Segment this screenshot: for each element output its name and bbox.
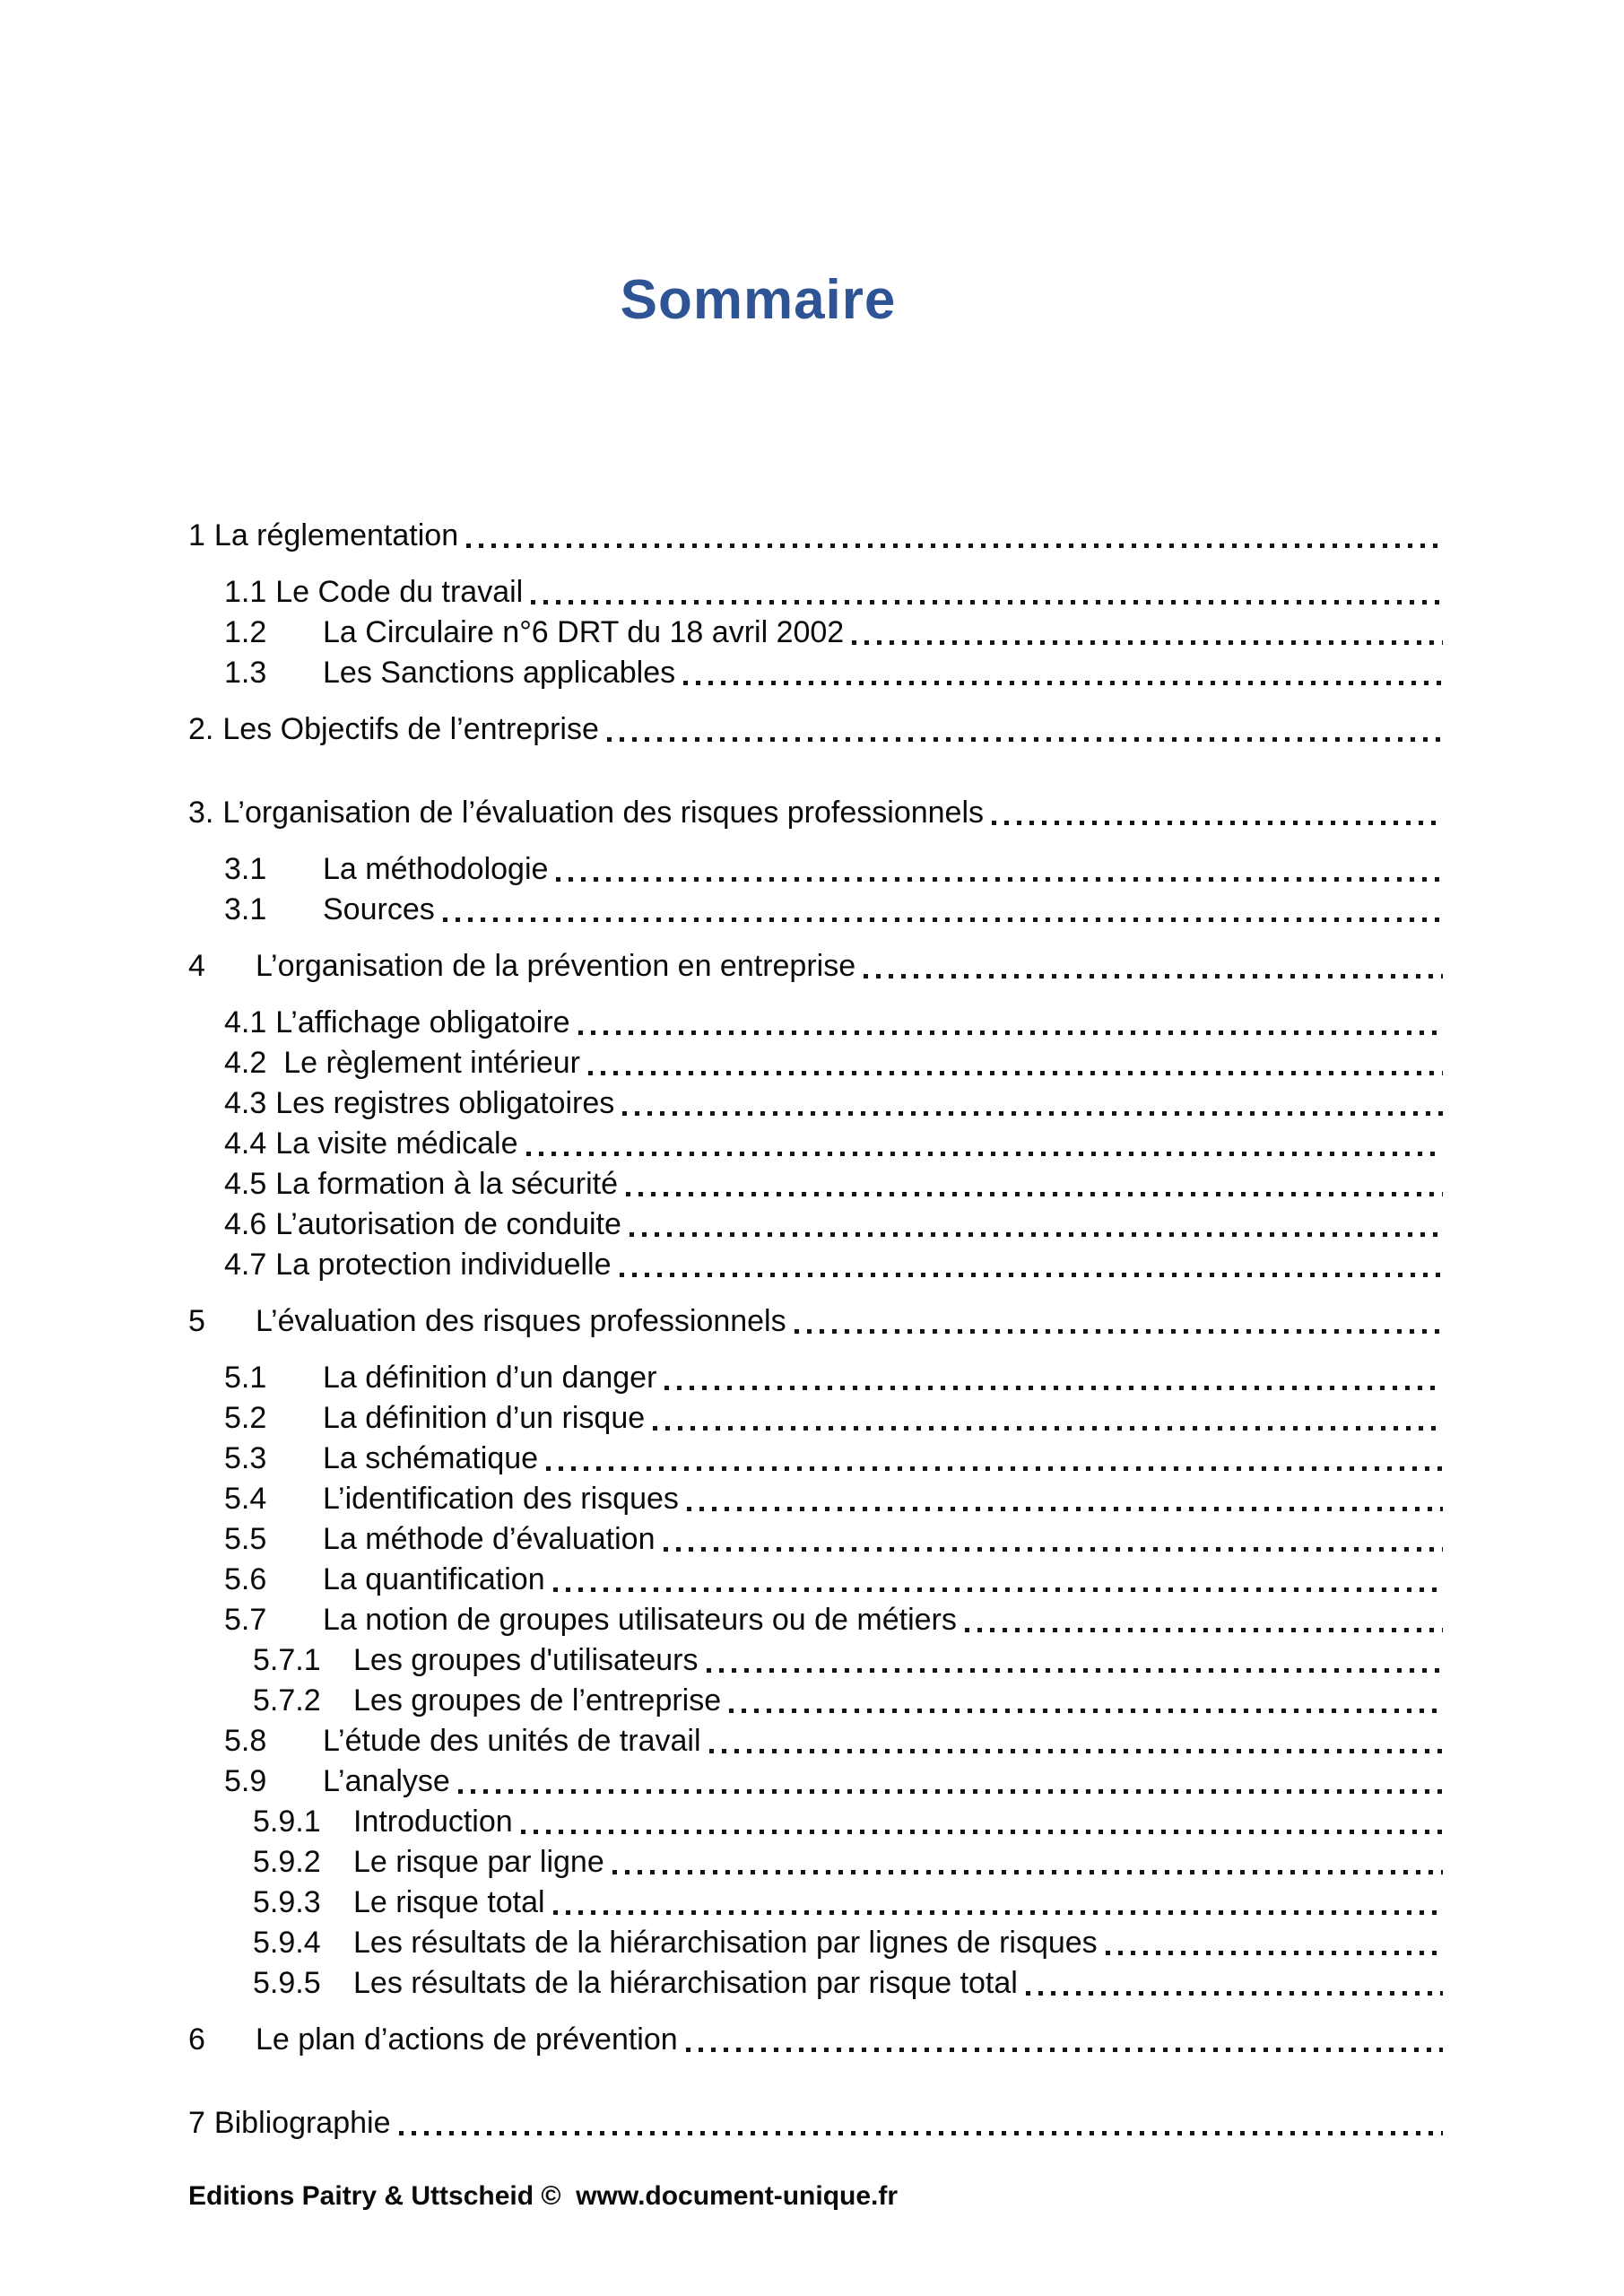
dot-leader xyxy=(729,1709,1443,1713)
toc-entry-label: Les résultats de la hiérarchisation par lignes de risques xyxy=(353,1926,1098,1960)
toc-entry xyxy=(224,1358,1445,1398)
toc-entry-number: 4.7 xyxy=(224,1248,267,1282)
toc-entry-label: La définition d’un danger xyxy=(323,1361,657,1395)
dot-leader xyxy=(664,1386,1443,1390)
dot-leader xyxy=(521,1830,1443,1834)
toc-entry xyxy=(188,793,1445,833)
toc-entry xyxy=(188,1301,1445,1342)
dot-leader xyxy=(526,1152,1443,1156)
toc-entry-number: 3.1 xyxy=(224,892,267,926)
toc-entry-number: 6 xyxy=(188,2022,205,2057)
toc-entry xyxy=(224,890,1445,930)
toc-entry-label: L’organisation de l’évaluation des risques professionnels xyxy=(222,796,985,830)
toc-entry xyxy=(253,1640,1445,1681)
dot-leader xyxy=(626,1192,1443,1196)
toc-entry-label: Les Sanctions applicables xyxy=(323,656,676,690)
toc-entry xyxy=(224,1560,1445,1600)
toc-entry-label: Sources xyxy=(323,892,435,926)
toc-entry xyxy=(188,709,1445,750)
dot-leader xyxy=(965,1628,1443,1632)
toc-entry xyxy=(224,1439,1445,1479)
toc-entry xyxy=(224,1164,1445,1205)
toc-entry xyxy=(224,1600,1445,1640)
toc-entry-number: 5.9.4 xyxy=(253,1926,321,1960)
toc-entry-label: La quantification xyxy=(323,1562,545,1596)
toc-entry-number: 4.2 xyxy=(224,1046,267,1080)
toc-entry xyxy=(224,1124,1445,1164)
toc-entry xyxy=(253,1963,1445,2004)
toc-entry-number: 5.9.3 xyxy=(253,1885,321,1919)
toc-entry xyxy=(224,653,1445,693)
toc-entry-number: 1.1 xyxy=(224,575,267,609)
toc-entry xyxy=(224,849,1445,890)
dot-leader xyxy=(546,1466,1443,1471)
toc-entry-number: 3. xyxy=(188,796,214,830)
footer-text: Editions Paitry & Uttscheid © www.document-unique.fr xyxy=(188,2181,899,2211)
toc-entry xyxy=(224,1761,1445,1802)
toc-entry-label: L’identification des risques xyxy=(323,1482,679,1516)
toc-entry-number: 5.1 xyxy=(224,1361,267,1395)
toc-entry-number: 1.3 xyxy=(224,656,267,690)
toc-entry-label: La notion de groupes utilisateurs ou de métiers xyxy=(323,1603,957,1637)
toc-entry xyxy=(224,1479,1445,1519)
toc-entry xyxy=(224,613,1445,653)
dot-leader xyxy=(664,1547,1444,1552)
dot-leader xyxy=(588,1071,1443,1075)
toc-entry-label: Le règlement intérieur xyxy=(283,1046,581,1080)
toc-entry-label: Les groupes de l’entreprise xyxy=(353,1683,722,1718)
toc-entry-label: La Circulaire n°6 DRT du 18 avril 2002 xyxy=(323,615,845,649)
toc-entry xyxy=(253,1842,1445,1883)
toc-entry-label: Les Objectifs de l’entreprise xyxy=(222,712,599,746)
toc-entry xyxy=(224,1003,1445,1043)
toc-entry-number: 5.7.2 xyxy=(253,1683,321,1718)
dot-leader xyxy=(852,640,1443,645)
dot-leader xyxy=(553,1910,1443,1915)
dot-leader xyxy=(622,1111,1443,1116)
toc-entry xyxy=(188,946,1445,987)
dot-leader xyxy=(620,1273,1443,1277)
toc-entry-number: 5.9.1 xyxy=(253,1805,321,1839)
toc-entry-number: 4.1 xyxy=(224,1005,267,1039)
toc-entry-label: Le Code du travail xyxy=(275,575,524,609)
toc-entry xyxy=(253,1923,1445,1963)
toc-entry-number: 5.7 xyxy=(224,1603,267,1637)
toc-entry-number: 5 xyxy=(188,1304,205,1338)
toc-entry-label: La visite médicale xyxy=(275,1126,518,1161)
dot-leader xyxy=(578,1031,1443,1035)
toc-entry-label: La méthodologie xyxy=(323,852,549,886)
toc-entry-label: L’autorisation de conduite xyxy=(275,1207,621,1241)
toc-entry-label: Les groupes d'utilisateurs xyxy=(353,1643,699,1677)
toc-entry xyxy=(224,1519,1445,1560)
toc-entry xyxy=(224,1245,1445,1285)
toc-entry xyxy=(188,516,1445,556)
toc-entry-label: L’affichage obligatoire xyxy=(275,1005,570,1039)
toc-entry-label: La formation à la sécurité xyxy=(275,1167,619,1201)
dot-leader xyxy=(707,1668,1444,1673)
toc-entry-label: L’étude des unités de travail xyxy=(323,1724,701,1758)
dot-leader xyxy=(864,974,1443,978)
toc-entry xyxy=(224,1083,1445,1124)
toc-entry xyxy=(224,572,1445,613)
toc-entry-number: 5.9.2 xyxy=(253,1845,321,1879)
dot-leader xyxy=(630,1232,1443,1237)
toc-entry-label: La réglementation xyxy=(213,518,459,552)
toc-entry-label: La méthode d’évaluation xyxy=(323,1522,656,1556)
toc-entry xyxy=(224,1043,1445,1083)
toc-entry-number: 2. xyxy=(188,712,214,746)
toc-entry-number: 5.3 xyxy=(224,1441,267,1475)
toc-entry xyxy=(224,1721,1445,1761)
toc-entry-number: 7 xyxy=(188,2106,205,2140)
dot-leader xyxy=(709,1749,1443,1753)
dot-leader xyxy=(992,821,1443,825)
toc-entry-number: 1.2 xyxy=(224,615,267,649)
dot-leader xyxy=(466,544,1443,548)
toc-entry-number: 3.1 xyxy=(224,852,267,886)
toc-entry-label: Le risque par ligne xyxy=(353,1845,604,1879)
toc-entry-number: 5.6 xyxy=(224,1562,267,1596)
dot-leader xyxy=(1106,1951,1443,1955)
toc-entry-number: 5.4 xyxy=(224,1482,267,1516)
dot-leader xyxy=(687,1507,1443,1511)
toc-entry-label: L’évaluation des risques professionnels xyxy=(256,1304,786,1338)
toc-entry-label: Les registres obligatoires xyxy=(275,1086,615,1120)
dot-leader xyxy=(1026,1991,1443,1996)
dot-leader xyxy=(653,1426,1443,1431)
toc-entry-label: Le risque total xyxy=(353,1885,545,1919)
dot-leader xyxy=(795,1329,1443,1334)
dot-leader xyxy=(531,600,1443,604)
toc-entry-number: 4.3 xyxy=(224,1086,267,1120)
toc-entry xyxy=(253,1681,1445,1721)
dot-leader xyxy=(683,681,1443,685)
toc-entry-label: L’analyse xyxy=(323,1764,450,1798)
toc-entry-label: L’organisation de la prévention en entreprise xyxy=(256,949,856,983)
dot-leader xyxy=(686,2048,1443,2052)
toc-entry xyxy=(253,1802,1445,1842)
dot-leader xyxy=(612,1870,1443,1874)
toc-entry-number: 4.5 xyxy=(224,1167,267,1201)
toc-entry-number: 5.5 xyxy=(224,1522,267,1556)
toc-list xyxy=(188,332,1445,2144)
toc-entry-label: Bibliographie xyxy=(213,2106,391,2140)
toc-entry-label: Le plan d’actions de prévention xyxy=(256,2022,678,2057)
dot-leader xyxy=(399,2131,1443,2135)
toc-entry-number: 4.4 xyxy=(224,1126,267,1161)
toc-entry-number: 5.2 xyxy=(224,1401,267,1435)
dot-leader xyxy=(556,877,1443,882)
toc-entry-label: La protection individuelle xyxy=(275,1248,612,1282)
toc-entry-number: 5.8 xyxy=(224,1724,267,1758)
page-title: Sommaire xyxy=(620,269,897,331)
toc-entry-number: 4 xyxy=(188,949,205,983)
toc-entry xyxy=(224,1205,1445,1245)
toc-entry-label: Les résultats de la hiérarchisation par risque total xyxy=(353,1966,1018,2000)
toc-entry-number: 5.7.1 xyxy=(253,1643,321,1677)
toc-entry-label: Introduction xyxy=(353,1805,513,1839)
toc-entry xyxy=(253,1883,1445,1923)
toc-entry xyxy=(224,1398,1445,1439)
toc-entry-number: 1 xyxy=(188,518,205,552)
toc-entry-label: La définition d’un risque xyxy=(323,1401,646,1435)
dot-leader xyxy=(458,1789,1443,1794)
toc-entry-number: 5.9.5 xyxy=(253,1966,321,2000)
toc-entry xyxy=(188,2020,1445,2060)
dot-leader xyxy=(607,737,1443,742)
toc-entry-number: 5.9 xyxy=(224,1764,267,1798)
toc-entry-label: La schématique xyxy=(323,1441,539,1475)
dot-leader xyxy=(553,1587,1443,1592)
toc-entry-number: 4.6 xyxy=(224,1207,267,1241)
dot-leader xyxy=(443,918,1443,922)
toc-entry xyxy=(188,2103,1445,2144)
